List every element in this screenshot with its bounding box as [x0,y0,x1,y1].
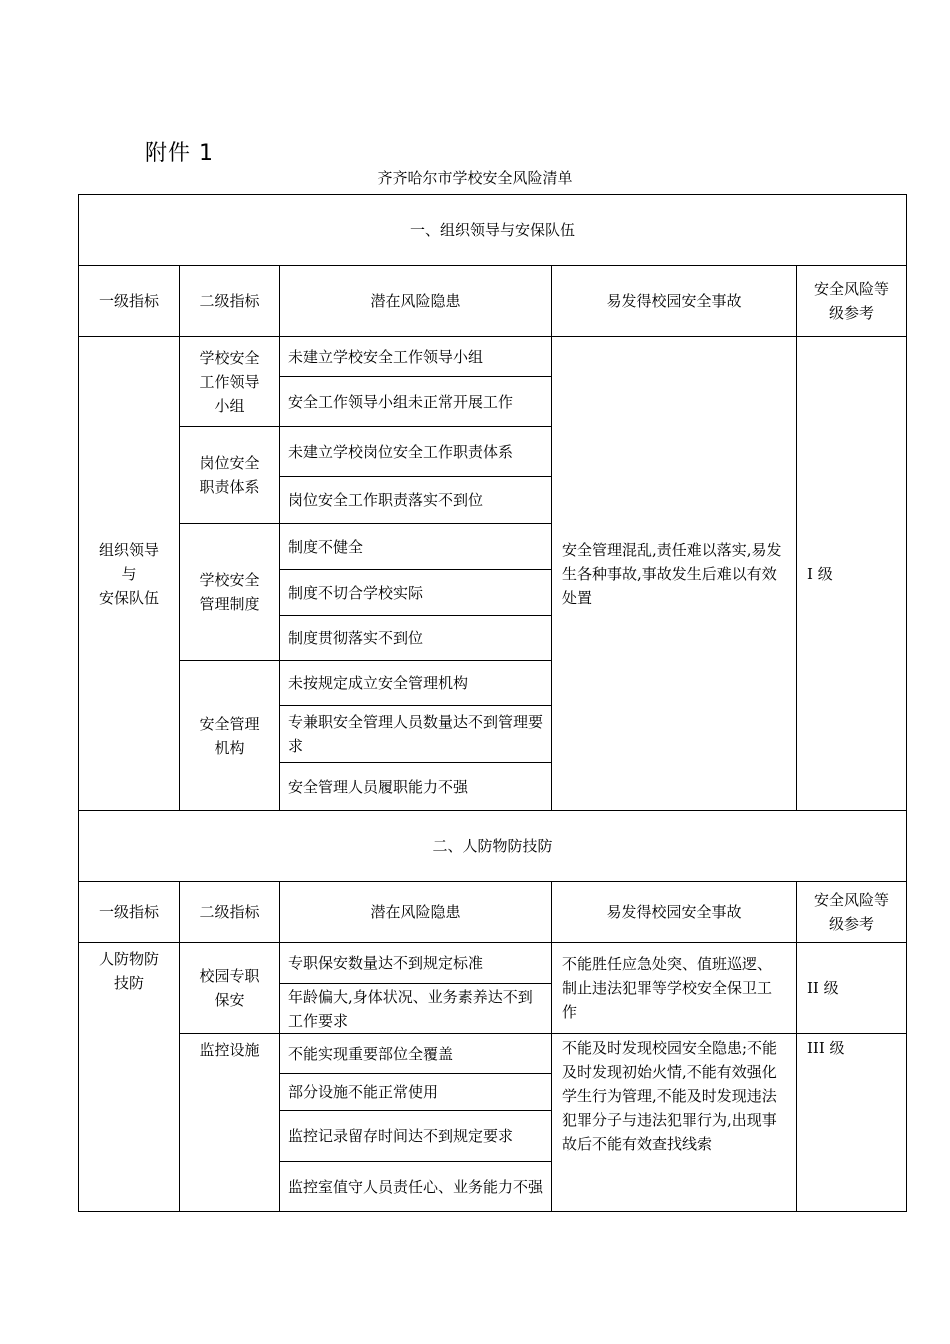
header-risk: 潜在风险隐患 [280,266,552,337]
attachment-label: 附件 1 [145,141,214,166]
level2-indicator: 安全管理 机构 [180,661,280,811]
level2-indicator: 学校安全 管理制度 [180,524,280,661]
header-risk: 潜在风险隐患 [280,882,552,943]
risk-level: II 级 [797,943,907,1034]
risk-item: 专兼职安全管理人员数量达不到管理要求 [280,706,552,763]
level2-indicator: 岗位安全 职责体系 [180,427,280,524]
header-level2: 二级指标 [180,266,280,337]
risk-item: 部分设施不能正常使用 [280,1074,552,1111]
table-row [79,337,907,377]
risk-item: 安全管理人员履职能力不强 [280,763,552,811]
header-level1: 一级指标 [79,882,180,943]
header-accident: 易发得校园安全事故 [552,882,797,943]
level1-indicator: 人防物防 技防 [79,943,180,1212]
risk-item: 监控记录留存时间达不到规定要求 [280,1111,552,1162]
risk-item: 制度不健全 [280,524,552,570]
header-level1: 一级指标 [79,266,180,337]
header-level: 安全风险等 级参考 [797,882,907,943]
section2-title: 二、人防物防技防 [79,811,907,882]
table-row [79,1034,907,1074]
risk-item: 岗位安全工作职责落实不到位 [280,477,552,524]
risk-item: 年龄偏大,身体状况、业务素养达不到工作要求 [280,984,552,1034]
risk-item: 专职保安数量达不到规定标准 [280,943,552,984]
risk-item: 制度贯彻落实不到位 [280,616,552,661]
risk-table [78,194,907,1212]
risk-item: 不能实现重要部位全覆盖 [280,1034,552,1074]
risk-item: 监控室值守人员责任心、业务能力不强 [280,1162,552,1212]
risk-item: 安全工作领导小组未正常开展工作 [280,377,552,427]
risk-item: 未建立学校安全工作领导小组 [280,337,552,377]
risk-level: III 级 [797,1034,907,1212]
section2-header-row [79,882,907,943]
risk-level: I 级 [797,337,907,811]
section1-title: 一、组织领导与安保队伍 [79,195,907,266]
header-level: 安全风险等 级参考 [797,266,907,337]
level2-indicator: 监控设施 [180,1034,280,1212]
section1-title-row [79,195,907,266]
accident-description: 不能胜任应急处突、值班巡逻、制止违法犯罪等学校安全保卫工作 [552,943,797,1034]
section2-title-row [79,811,907,882]
level2-indicator: 校园专职 保安 [180,943,280,1034]
header-level2: 二级指标 [180,882,280,943]
document-title: 齐齐哈尔市学校安全风险清单 [377,169,573,187]
level2-indicator: 学校安全 工作领导 小组 [180,337,280,427]
section1-header-row [79,266,907,337]
accident-description: 安全管理混乱,责任难以落实,易发生各种事故,事故发生后难以有效处置 [552,337,797,811]
risk-item: 未建立学校岗位安全工作职责体系 [280,427,552,477]
risk-item: 制度不切合学校实际 [280,570,552,616]
header-accident: 易发得校园安全事故 [552,266,797,337]
table-row [79,943,907,984]
risk-item: 未按规定成立安全管理机构 [280,661,552,706]
accident-description: 不能及时发现校园安全隐患;不能及时发现初始火情,不能有效强化学生行为管理,不能及时发现违法犯罪分子与违法犯罪行为,出现事故后不能有效查找线索 [552,1034,797,1212]
level1-indicator: 组织领导 与 安保队伍 [79,337,180,811]
